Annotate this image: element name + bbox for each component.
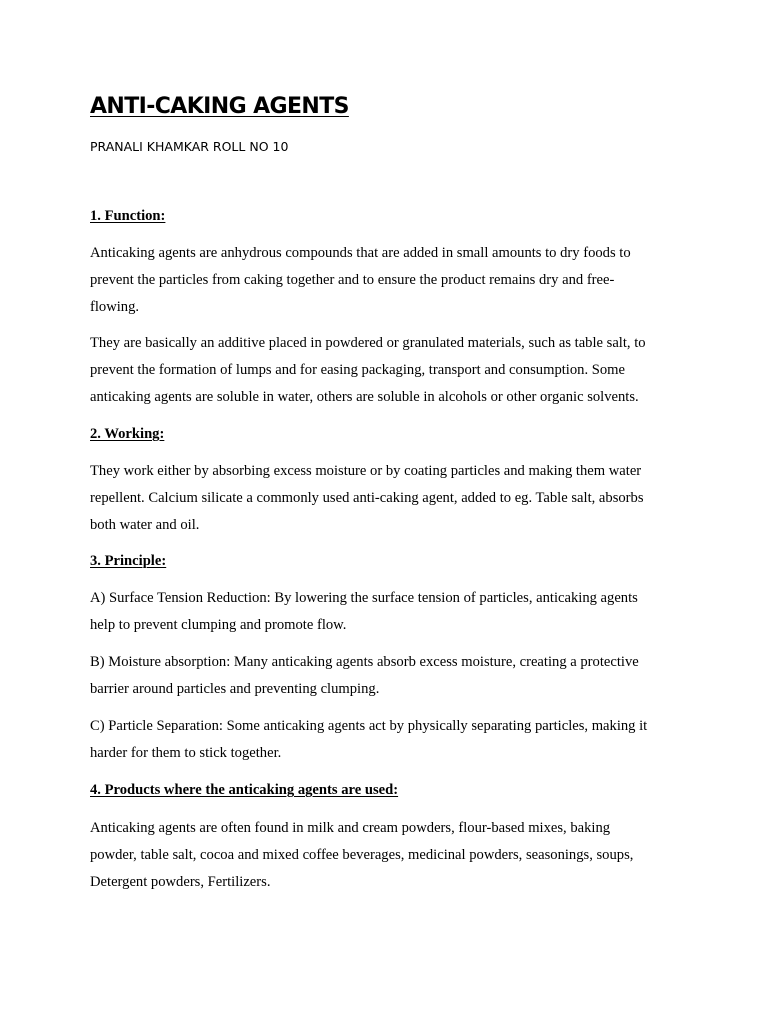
section-heading-function: 1. Function:	[90, 208, 166, 224]
text-line: A) Surface Tension Reduction: By lowering the surface tension of particles, anticaking agents	[90, 590, 638, 606]
text-line: prevent the formation of lumps and for easing packaging, transport and consumption. Some	[90, 362, 625, 378]
principle-item-a	[90, 585, 680, 639]
text-line: prevent the particles from caking together and to ensure the product remains dry and free-	[90, 272, 615, 288]
function-paragraph-1	[90, 240, 680, 321]
document-title: ANTI-CAKING AGENTS	[90, 94, 349, 119]
text-line: both water and oil.	[90, 517, 200, 533]
text-line: harder for them to stick together.	[90, 745, 282, 761]
section-heading-principle: 3. Principle:	[90, 553, 167, 569]
text-line: repellent. Calcium silicate a commonly used anti-caking agent, added to eg. Table salt, absorbs	[90, 490, 644, 506]
products-paragraph	[90, 815, 680, 896]
text-line: They work either by absorbing excess moisture or by coating particles and making them water	[90, 463, 642, 479]
text-line: flowing.	[90, 299, 140, 315]
working-paragraph	[90, 458, 680, 539]
text-line: Anticaking agents are anhydrous compounds that are added in small amounts to dry foods to	[90, 245, 631, 261]
text-line: Detergent powders, Fertilizers.	[90, 874, 271, 890]
text-line: anticaking agents are soluble in water, others are soluble in alcohols or other organic solvents.	[90, 389, 639, 405]
section-heading-working: 2. Working:	[90, 426, 165, 442]
section-heading-products: 4. Products where the anticaking agents are used:	[90, 782, 399, 798]
text-line: B) Moisture absorption: Many anticaking agents absorb excess moisture, creating a protective	[90, 654, 639, 670]
function-paragraph-2	[90, 330, 680, 411]
text-line: C) Particle Separation: Some anticaking agents act by physically separating particles, making it	[90, 718, 648, 734]
text-line: Anticaking agents are often found in milk and cream powders, flour-based mixes, baking	[90, 820, 611, 836]
principle-item-b	[90, 649, 680, 703]
author-line: PRANALI KHAMKAR ROLL NO 10	[90, 139, 289, 154]
text-line: help to prevent clumping and promote flow.	[90, 617, 347, 633]
text-line: They are basically an additive placed in powdered or granulated materials, such as table salt, to	[90, 335, 646, 351]
principle-item-c	[90, 713, 680, 767]
text-line: barrier around particles and preventing clumping.	[90, 681, 380, 697]
text-line: powder, table salt, cocoa and mixed coffee beverages, medicinal powders, seasonings, soups,	[90, 847, 634, 863]
